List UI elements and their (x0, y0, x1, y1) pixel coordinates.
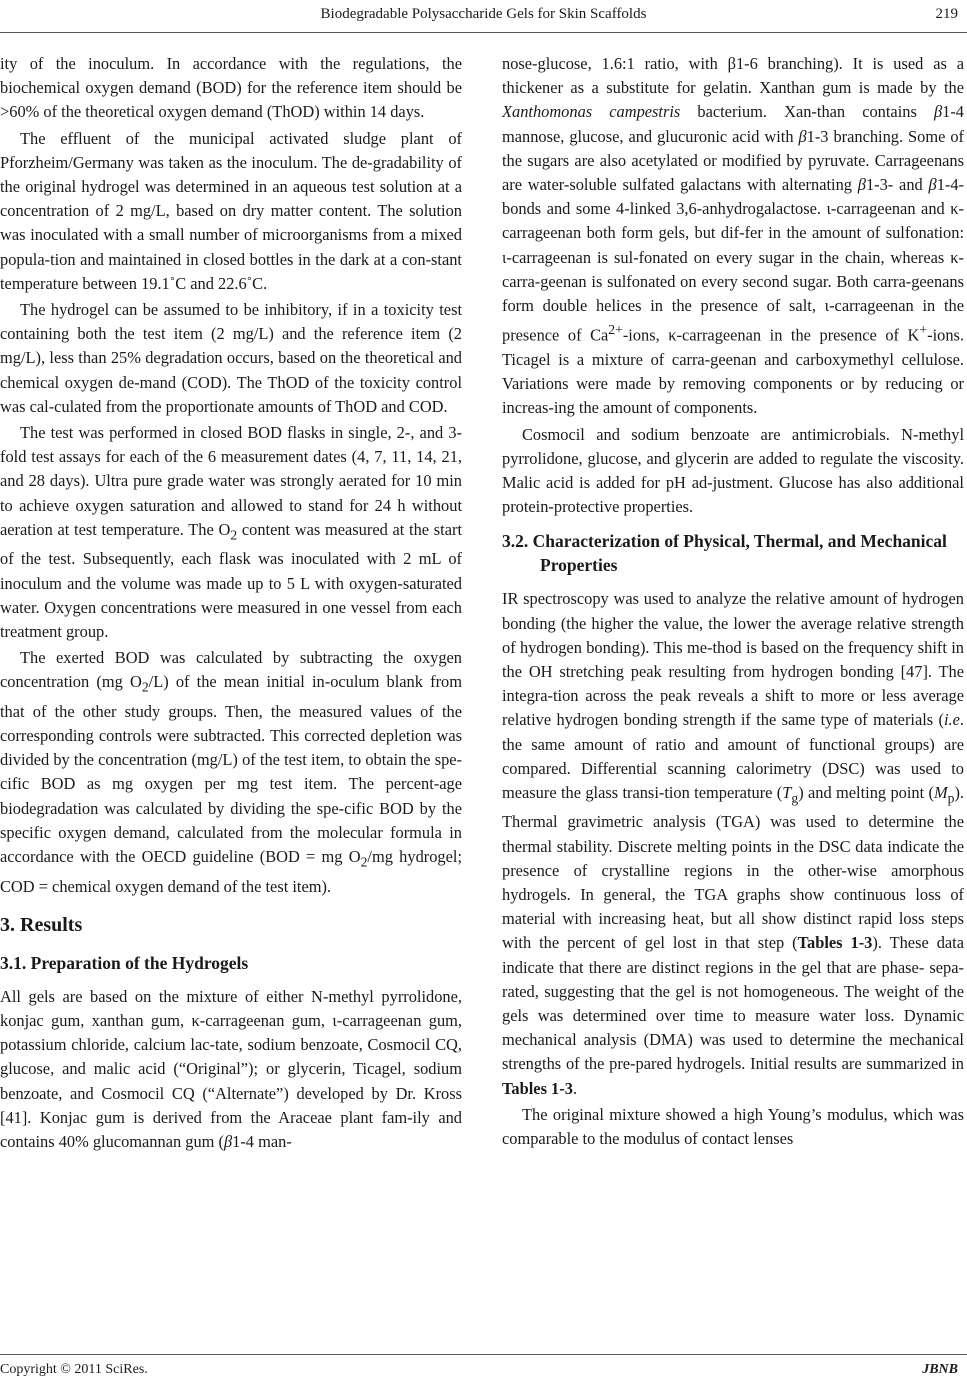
paragraph: The hydrogel can be assumed to be inhibitory, if in a toxicity test containing both the test item (2 mg/L) and the reference item (2 mg/L), less than 25% degradation occurs, based on the theoretical and chemical oxygen de-mand (COD). The ThOD of the toxicity control was cal-culated from the proportionate amounts of ThOD and COD. (0, 300, 462, 416)
paragraph: Cosmocil and sodium benzoate are antimicrobials. N-methyl pyrrolidone, glucose, and glycerin are added to regulate the viscosity. Malic acid is added for pH ad-justment. Glucose has also additional protein-protective properties. (502, 424, 964, 517)
italic-text: i.e (943, 710, 960, 730)
text-run: /L) of the mean initial in-oculum blank from that of the other study groups. Then, the measured values of the corresponding controls were subtracted. This corrected depletion was divided by the concentration (mg/L) of the test item, to obtain the spe-cific BOD as mg oxygen per mg test item. The percent-age biodegradation was calculated by dividing the spe-cific BOD by the specific oxygen demand, calculated from the molecular formula in accordance with the OECD guideline (BOD = mg O (0, 672, 462, 867)
text-run: ). Thermal gravimetric analysis (TGA) was used to determine the thermal stability. Discrete melting points in the DSC data indicate the presence of crystalline regions in the other-wise amorphous hydrogels. In general, the TGA graphs show continuous loss of material with increasing heat, but all show distinct rapid loss steps with the percent of gel lost in that step ( (502, 782, 964, 953)
superscript: 2+ (608, 322, 623, 338)
species-name: Xanthomonas campestris (502, 102, 681, 122)
text-run: /mg hydrogel; COD = chemical oxygen demand of the test item). (0, 847, 462, 896)
text-run: . (572, 1078, 578, 1098)
subsection-heading: 3.1. Preparation of the Hydrogels (0, 952, 249, 973)
text-run: 1-4-bonds and some 4-linked 3,6-anhydrogalactose. ι-carrageenan and κ-carrageenan both form gels, but dif-fer in the amount of sulfonation: ι-carrageenan is sul-fonated on every sugar in the chain, whereas κ-carra-geenan is sulfonated on every second sugar. Both carra-geenans form double helices in the presence of salt, ι-carrageenan in the presence of Ca (502, 175, 964, 345)
running-header (0, 6, 967, 26)
subscript: p (947, 790, 955, 806)
subsection-heading: 3.2. Characterization of Physical, Thermal, and Mechanical Properties (502, 531, 947, 576)
left-column (0, 52, 462, 1154)
copyright-notice: Copyright © 2011 SciRes. (0, 1362, 148, 1377)
paragraph (502, 52, 964, 421)
paragraph: ity of the inoculum. In accordance with the regulations, the biochemical oxygen demand (BOD) for the reference item should be >60% of the theoretical oxygen demand (ThOD) within 14 days. (0, 54, 462, 122)
text-run: 1-3 branching. Some of the sugars are also acetylated or modified by pyruvate. Carrageenans are water-soluble sulfated galactans with alternating (502, 126, 964, 195)
subscript: 2 (360, 854, 368, 870)
text-run: . the same amount of ratio and amount of functional groups) are compared. Differential scanning calorimetry (DSC) was used to measure the glass transi-tion temperature ( (502, 710, 964, 802)
footer-divider (0, 1354, 967, 1355)
text-run: 1-3- and (865, 175, 929, 195)
table-reference: Tables 1-3 (502, 1078, 573, 1098)
superscript: + (919, 322, 928, 338)
subscript: 2 (141, 679, 149, 695)
table-reference: Tables 1-3 (797, 933, 873, 953)
beta-symbol: β (857, 175, 866, 195)
beta-symbol: β (798, 126, 807, 146)
text-run: -ions. Ticagel is a mixture of carra-geenan and carboxymethyl cellulose. Variations were made by removing components or by reducing or increas-ing the amount of components. (502, 325, 964, 418)
text-run: All gels are based on the mixture of either N-methyl pyrrolidone, konjac gum, xanthan gum, κ-carrageenan gum, ι-carrageenan gum, potassium chloride, calcium lac-tate, sodium benzoate, Cosmocil CQ, glucose, and malic acid (“Original”); or glycerin, Ticagel, sodium benzoate, and Cosmocil CQ (“Alternate”) developed by Dr. Kross [41]. Konjac gum is derived from the Araceae plant fam-ily and contains 40% glucomannan gum ( (0, 986, 462, 1151)
beta-symbol: β (933, 102, 943, 122)
text-run: bacterium. Xan-than contains (680, 102, 934, 122)
paragraph (502, 587, 964, 1101)
page-number: 219 (935, 6, 958, 22)
text-run: -ions, κ-carrageenan in the presence of K (622, 325, 920, 345)
beta-symbol: β (223, 1131, 233, 1151)
text-run: The test was performed in closed BOD flasks in single, 2-, and 3-fold test assays for each of the 6 measurement dates (4, 7, 11, 14, 21, and 28 days). Ultra pure grade water was strongly aerated for 10 min to achieve oxygen saturation and allowed to stand for 24 h without aeration at test temperature. The O (0, 423, 462, 539)
text-run: ). These data indicate that there are distinct regions in the gel that are phase- sepa-rated, suggesting that the gel is not homogeneous. The weight of the gels was determined over time to measure water loss. Dynamic mechanical analysis (DMA) was used to determine the mechanical strengths of the pre-pared hydrogels. Initial results are summarized in (502, 933, 964, 1074)
paragraph (0, 421, 462, 644)
paragraph: The effluent of the municipal activated sludge plant of Pforzheim/Germany was taken as the inoculum. The de-gradability of the original hydrogel was determined in an aqueous test solution at a concentration of 2 mg/L, based on dry matter content. The solution was inoculated with a small number of microorganisms from a mixed popula-tion and maintained in closed bottles in the dark at a con-stant temperature between 19.1˚C and 22.6˚C. (0, 128, 462, 293)
text-run: The exerted BOD was calculated by subtracting the oxygen concentration (mg O (0, 648, 462, 692)
running-title: Biodegradable Polysaccharide Gels for Skin Scaffolds (320, 6, 647, 22)
symbol: T (782, 782, 792, 802)
text-run: ) and melting point ( (798, 782, 934, 802)
text-run: IR spectroscopy was used to analyze the relative amount of hydrogen bonding (the higher the value, the lower the average relative strength of hydrogen bonding). This me-thod is based on the frequency shift in the OH stretching peak resulting from hydrogen bonding [47]. The integra-tion across the peak reveals a shift to more or less average relative hydrogen bonding strength if the same type of materials ( (502, 589, 964, 730)
paragraph: The original mixture showed a high Young’s modulus, which was comparable to the modulus of contact lenses (502, 1104, 964, 1149)
text-run: content was measured at the start of the test. Subsequently, each flask was inoculated with 2 mL of inoculum and the volume was made up to 5 L with oxygen-saturated water. Oxygen concentrations were measured in one vessel from each treatment group. (0, 519, 462, 641)
paragraph (0, 985, 462, 1154)
right-column (502, 52, 964, 1151)
text-run: 1-4 mannose, glucose, and glucuronic acid with (502, 102, 964, 146)
text-run: 1-4 man- (232, 1131, 292, 1151)
section-heading: 3. Results (0, 913, 83, 936)
journal-abbreviation: JBNB (922, 1362, 958, 1377)
paragraph (0, 646, 462, 899)
subscript: g (791, 790, 799, 806)
subscript: 2 (230, 527, 238, 543)
symbol: M (933, 782, 948, 802)
text-run: nose-glucose, 1.6:1 ratio, with β1-6 branching). It is used as a thickener as a substitute for gelatin. Xanthan gum is made by the (502, 54, 964, 98)
beta-symbol: β (928, 175, 937, 195)
header-divider (0, 32, 967, 33)
